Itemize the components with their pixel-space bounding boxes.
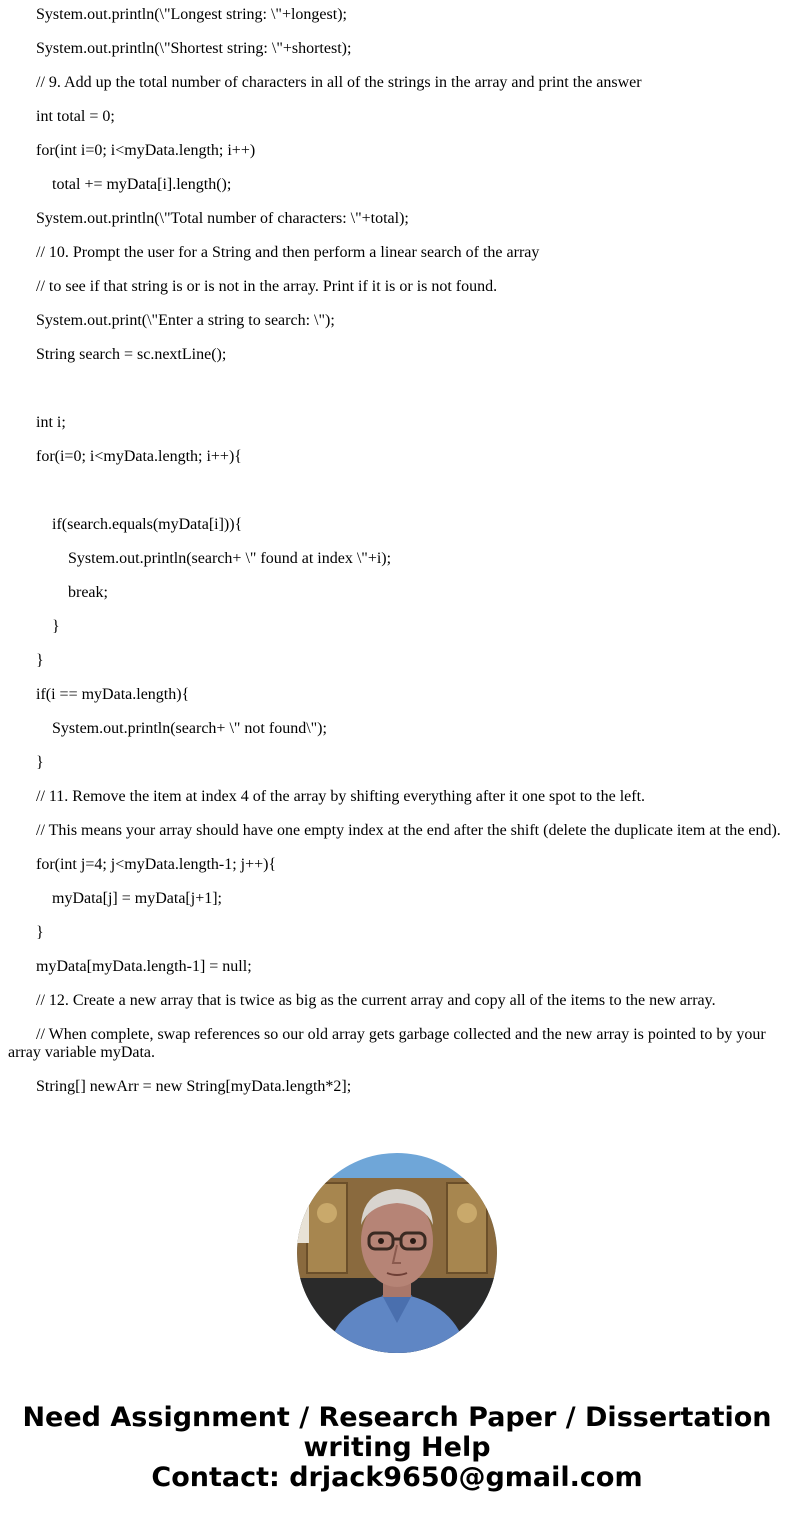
code-line: total += myData[i].length(); [52,176,232,193]
code-line: System.out.println(\"Longest string: \"+longest); [36,6,347,23]
author-portrait-image [297,1153,497,1353]
code-line: if(search.equals(myData[i])){ [52,516,243,533]
blank-line [8,380,786,398]
code-line: String search = sc.nextLine(); [36,346,227,363]
contact-banner [0,1403,794,1493]
banner-line: writing Help [303,1432,491,1463]
code-line: int total = 0; [36,108,115,125]
code-comment: // 10. Prompt the user for a String and then perform a linear search of the array [36,244,540,261]
banner-line: Need Assignment / Research Paper / Dissertation [22,1402,772,1433]
code-line: String[] newArr = new String[myData.length*2]; [36,1078,352,1095]
code-line: myData[j] = myData[j+1]; [52,890,222,907]
code-line: myData[myData.length-1] = null; [36,958,252,975]
code-comment: // 11. Remove the item at index 4 of the array by shifting everything after it one spot to the left. [36,788,646,805]
code-line: int i; [36,414,66,431]
contact-email: Contact: drjack9650@gmail.com [151,1462,643,1493]
code-line: for(int i=0; i<myData.length; i++) [36,142,256,159]
code-line: if(i == myData.length){ [36,686,190,703]
code-comment: // This means your array should have one empty index at the end after the shift (delete the duplicate item at the end). [36,822,781,839]
code-line: System.out.print(\"Enter a string to search: \"); [36,312,335,329]
code-line: } [36,924,44,941]
code-line: } [36,652,44,669]
code-comment: // to see if that string is or is not in the array. Print if it is or is not found. [36,278,498,295]
code-comment: // When complete, swap references so our old array gets garbage collected and the new array is pointed to by your array variable myData. [8,1026,766,1061]
code-line: System.out.println(search+ \" found at index \"+i); [68,550,392,567]
code-line: for(i=0; i<myData.length; i++){ [36,448,242,465]
code-line: } [52,618,60,635]
code-comment: // 9. Add up the total number of characters in all of the strings in the array and print the answer [36,74,642,91]
code-line: for(int j=4; j<myData.length-1; j++){ [36,856,277,873]
code-line: } [36,754,44,771]
code-comment: // 12. Create a new array that is twice as big as the current array and copy all of the items to the new array. [36,992,716,1009]
code-listing [8,6,786,1112]
code-line: System.out.println(\"Total number of characters: \"+total); [36,210,409,227]
code-line: System.out.println(search+ \" not found\"); [52,720,327,737]
author-photo [297,1153,497,1353]
blank-line [8,482,786,500]
code-line: break; [68,584,108,601]
code-line: System.out.println(\"Shortest string: \"+shortest); [36,40,352,57]
